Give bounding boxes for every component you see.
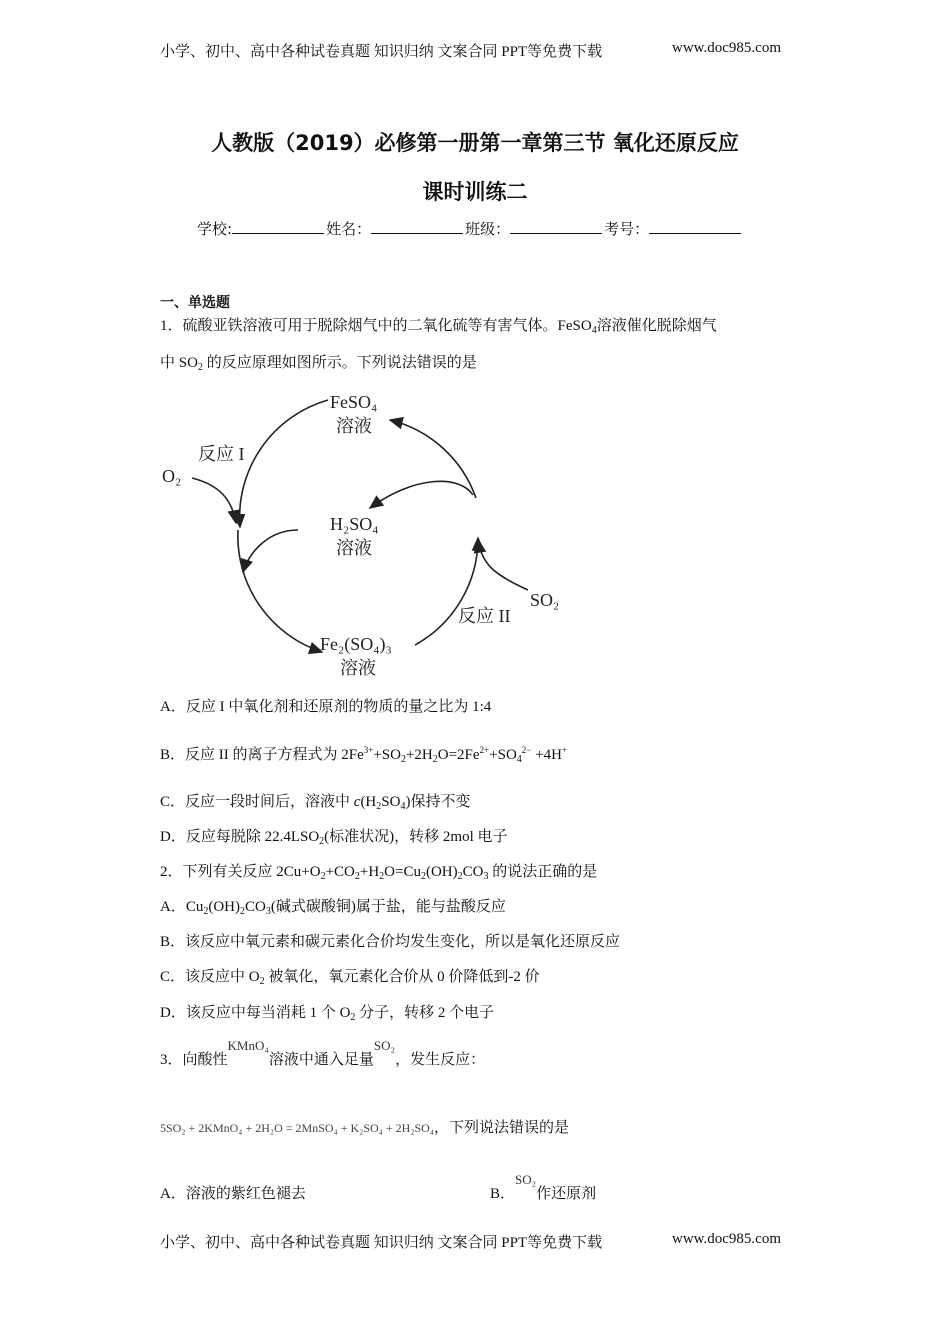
footer-text: 小学、初中、高中各种试卷真题 知识归纳 文案合同 PPT等免费下载 (160, 1235, 603, 1251)
doc-subtitle: 课时训练二 (422, 180, 528, 204)
hi-segment: SO₂ (373, 1038, 396, 1053)
arc-from-h2so4 (243, 530, 298, 572)
number-blank[interactable] (649, 219, 741, 234)
hi-segment: SO₂ (515, 1172, 537, 1187)
student-info (197, 218, 743, 239)
sub-segment: 2 (197, 362, 203, 373)
text-segment: )保持不变 (405, 794, 471, 810)
text-segment: +CO (325, 864, 355, 880)
arc-reaction2 (415, 538, 478, 645)
question-3-equation (160, 1118, 569, 1138)
text-segment: +SO (489, 747, 517, 763)
text-segment: (OH) (208, 899, 240, 915)
sup-segment: 2− (521, 745, 532, 755)
label-reaction-2: 反应 II (458, 606, 511, 626)
q3-option-a[interactable] (160, 1184, 306, 1204)
name-blank[interactable] (371, 219, 463, 234)
sub-segment: 2 (457, 871, 463, 882)
text-segment: 分子，转移 2 个电子 (355, 1005, 495, 1021)
text-segment: D．该反应中每当消耗 1 个 O (160, 1005, 351, 1021)
text-segment: 溶液中通入足量 (268, 1052, 374, 1068)
sup-segment: 2+ (479, 745, 490, 755)
reaction-cycle-diagram (150, 380, 600, 690)
text-segment: ，下列说法错误的是 (434, 1120, 570, 1136)
text-segment: ，发生反应： (395, 1052, 486, 1068)
sub-segment: 4 (516, 754, 522, 765)
q3-option-b[interactable] (490, 1172, 597, 1204)
name-label: 姓名： (326, 220, 372, 238)
text-segment: (H (360, 794, 377, 810)
sub-segment: 2 (400, 754, 406, 765)
sub-segment: 2 (319, 836, 325, 847)
page-header (160, 40, 782, 61)
text-segment: B．反应 II 的离子方程式为 2Fe (160, 747, 364, 763)
sub-segment: 2 (379, 871, 385, 882)
text-segment: C．该反应中 O (160, 969, 260, 985)
text-segment: CO (245, 899, 266, 915)
class-label: 班级： (465, 220, 511, 238)
doc-title: 人教版（2019）必修第一册第一章第三节 氧化还原反应 (211, 131, 739, 155)
q1-option-b[interactable] (160, 745, 567, 765)
sub-segment: 4 (400, 801, 406, 812)
label-so2: SO₂ (530, 590, 560, 610)
section-heading: 一、单选题 (160, 295, 230, 311)
hi-segment: KMnO₄ (227, 1038, 269, 1053)
label-fe2so43-solution: 溶液 (340, 658, 376, 678)
text-segment: (碱式碳酸铜)属于盐，能与盐酸反应 (270, 899, 506, 915)
text-segment: (OH) (425, 864, 458, 880)
footer-url[interactable]: www.doc985.com (672, 1231, 782, 1247)
text-segment: 被氧化，氧元素化合价从 0 价降低到-2 价 (264, 969, 540, 985)
text-segment: A．反应 I 中氧化剂和还原剂的物质的量之比为 1:4 (160, 699, 492, 715)
sub-segment: 2 (432, 754, 438, 765)
text-segment: 的说法正确的是 (488, 864, 598, 880)
header-text: 小学、初中、高中各种试卷真题 知识归纳 文案合同 PPT等免费下载 (160, 44, 603, 60)
sub-segment: 2 (203, 906, 209, 917)
text-segment: A．Cu (160, 899, 204, 915)
label-feso4: FeSO₄ (330, 392, 378, 412)
q2-option-a[interactable] (160, 897, 506, 917)
sub-segment: 3 (483, 871, 489, 882)
text-segment: O=Cu (384, 864, 421, 880)
text-segment: +4H (531, 747, 562, 763)
text-segment: B． (490, 1186, 516, 1202)
text-segment: 溶液催化脱除烟气 (596, 318, 717, 334)
text-segment: +SO (373, 747, 401, 763)
arc-to-h2so4 (370, 481, 473, 508)
sub-segment: 2 (420, 871, 426, 882)
text-segment: 的反应原理如图所示。下列说法错误的是 (202, 355, 477, 371)
text-segment: A．溶液的紫红色褪去 (160, 1186, 306, 1202)
label-fe2so43: Fe₂(SO₄)₃ (320, 634, 392, 654)
text-segment: 1．硫酸亚铁溶液可用于脱除烟气中的二氧化硫等有害气体。FeSO (160, 318, 592, 334)
sub-segment: 2 (240, 906, 245, 917)
q2-option-b[interactable] (160, 932, 620, 952)
text-segment: CO (462, 864, 484, 880)
number-label: 考号： (604, 220, 650, 238)
question-2 (160, 862, 597, 882)
label-o2: O₂ (162, 466, 182, 486)
sup-segment: + (561, 745, 567, 755)
label-h2so4: H₂SO₄ (330, 514, 379, 534)
text-segment: 3．向酸性 (160, 1052, 228, 1068)
text-segment: +2H (405, 747, 433, 763)
question-3 (160, 1038, 486, 1070)
label-reaction-1: 反应 I (198, 444, 245, 464)
text-segment: (标准状况)，转移 2mol 电子 (324, 829, 508, 845)
text-segment: 作还原剂 (536, 1186, 597, 1202)
q2-option-d[interactable] (160, 1003, 494, 1023)
question-1-line1 (160, 316, 717, 336)
text-segment: 2．下列有关反应 2Cu+O (160, 864, 321, 880)
text-segment: B．该反应中氧元素和碳元素化合价均发生变化，所以是氧化还原反应 (160, 934, 621, 950)
o2-arrow (192, 478, 236, 523)
i-segment: c (353, 794, 361, 810)
so2-arrow (478, 540, 528, 590)
arc-reaction1 (240, 400, 328, 527)
label-feso4-solution: 溶液 (336, 416, 372, 436)
sub-segment: 3 (265, 906, 271, 917)
page-footer (160, 1231, 782, 1252)
header-url[interactable]: www.doc985.com (672, 40, 782, 56)
q1-option-d[interactable] (160, 827, 508, 847)
q2-option-c[interactable] (160, 967, 540, 987)
small-segment: 5SO₂ + 2KMnO₄ + 2H₂O = 2MnSO₄ + K₂SO₄ + 2H₂SO₄ (160, 1121, 435, 1135)
school-label: 学校: (197, 220, 233, 238)
text-segment: O=2Fe (437, 747, 480, 763)
sub-segment: 2 (350, 1012, 356, 1023)
text-segment: SO (381, 794, 401, 810)
text-segment: D．反应每脱除 22.4LSO (160, 829, 320, 845)
class-blank[interactable] (510, 219, 602, 234)
text-segment: +H (359, 864, 380, 880)
sup-segment: 3+ (363, 745, 374, 755)
question-1-line2 (160, 353, 477, 373)
text-segment: C．反应一段时间后，溶液中 (160, 794, 354, 810)
sub-segment: 2 (354, 871, 360, 882)
sub-segment: 2 (259, 976, 265, 987)
q1-option-a[interactable] (160, 697, 491, 717)
school-blank[interactable] (232, 219, 324, 234)
sub-segment: 2 (320, 871, 326, 882)
sub-segment: 2 (376, 801, 382, 812)
text-segment: 中 SO (160, 355, 198, 371)
q1-option-c[interactable] (160, 792, 470, 812)
arc-left-lower (238, 530, 322, 652)
label-h2so4-solution: 溶液 (336, 538, 372, 558)
sub-segment: 4 (591, 325, 597, 336)
